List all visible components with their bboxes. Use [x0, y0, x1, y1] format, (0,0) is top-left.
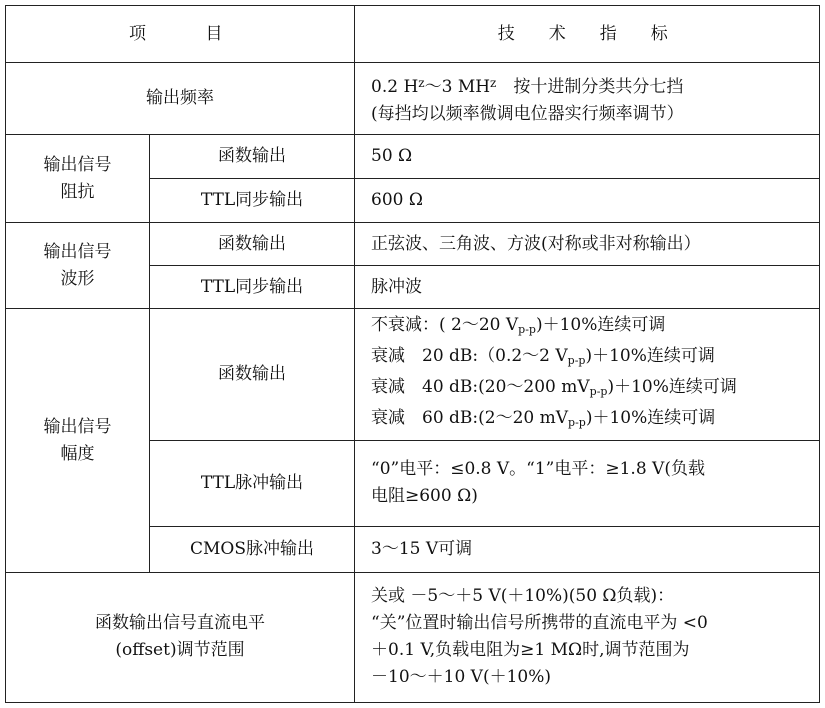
header-spec: 技 术 指 标 — [355, 6, 820, 63]
impedance-func-label: 函数输出 — [150, 135, 355, 179]
freq-value — [355, 63, 820, 135]
amplitude-func-label: 函数输出 — [150, 309, 355, 440]
impedance-func-value: 50 Ω — [355, 135, 820, 179]
impedance-func-row — [6, 135, 820, 179]
offset-row — [6, 572, 820, 702]
amp-line: 不衰减：( 2～20 $V_{p-p})+10\%$连续可调 — [371, 315, 666, 337]
waveform-func-value: 正弦波、三角波、方波(对称或非对称输出） — [355, 223, 820, 266]
amplitude-func-value — [355, 309, 820, 440]
header-row — [6, 6, 820, 63]
amp-line: 衰减 20 dB:（0.2～2 $V_{p-p})+10\%$连续可调 — [371, 346, 715, 368]
freq-row — [6, 63, 820, 135]
impedance-ttl-label: TTL同步输出 — [150, 179, 355, 223]
amplitude-cmos-label: CMOS脉冲输出 — [150, 526, 355, 572]
freq-line2: (每挡均以频率微调电位器实行频率调节） — [371, 103, 684, 124]
amplitude-ttl-label: TTL脉冲输出 — [150, 440, 355, 526]
header-item: 项 目 — [6, 6, 355, 63]
spec-table — [5, 5, 820, 703]
freq-line1: 0.2 $H^z\sim 3$ $MH^z$ 按十进制分类共分七挡 — [371, 75, 684, 97]
impedance-label: 输出信号 阻抗 — [6, 135, 150, 223]
waveform-label: 输出信号 波形 — [6, 223, 150, 309]
freq-label: 输出频率 — [6, 63, 355, 135]
amplitude-func-row — [6, 309, 820, 440]
amplitude-ttl-value: “0”电平：≤0.8 V。“1”电平：≥1.8 V(负载 电阻≥600 Ω) — [355, 440, 820, 526]
offset-value: 关或 －5～＋5 V(＋10%)(50 Ω负载)： “关”位置时输出信号所携带的直流电平为 <0 ＋0.1 V,负载电阻为≥1 MΩ时,调节范围为 －10～＋10 V(＋10%) — [355, 572, 820, 702]
waveform-func-label: 函数输出 — [150, 223, 355, 266]
amplitude-label: 输出信号 幅度 — [6, 309, 150, 572]
amplitude-cmos-value: 3～15 V可调 — [355, 526, 820, 572]
waveform-func-row — [6, 223, 820, 266]
offset-label: 函数输出信号直流电平 (offset)调节范围 — [6, 572, 355, 702]
waveform-ttl-label: TTL同步输出 — [150, 266, 355, 309]
amp-line: 衰减 40 dB:(20～200 $mV_{p-p})+10\%$连续可调 — [371, 377, 737, 399]
impedance-ttl-value: 600 Ω — [355, 179, 820, 223]
amp-line: 衰减 60 dB:(2～20 $mV_{p-p})+10\%$连续可调 — [371, 408, 716, 430]
waveform-ttl-value: 脉冲波 — [355, 266, 820, 309]
